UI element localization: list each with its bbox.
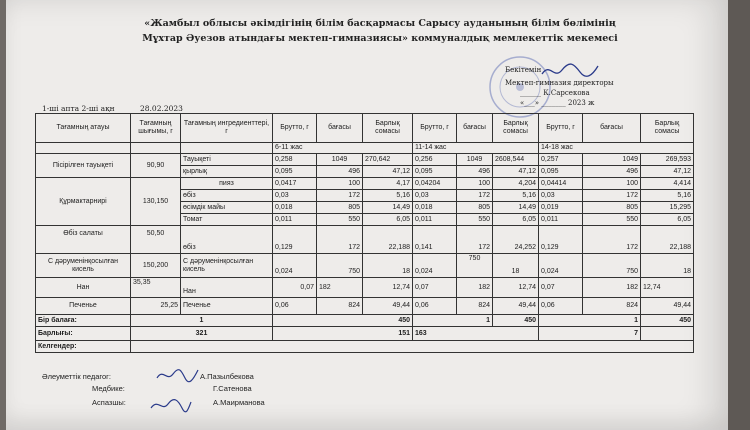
cell: 47,12 — [641, 166, 694, 178]
cell: 4,17 — [363, 178, 413, 190]
cell: 6,05 — [363, 214, 413, 226]
cell: 6,05 — [493, 214, 539, 226]
dish-yield: 50,50 — [131, 226, 181, 254]
background-edge — [728, 0, 750, 430]
header-cell: Барлық сомасы — [641, 114, 694, 143]
ingredient: Томат — [181, 214, 273, 226]
approval-line-1: Бекітемін — [505, 66, 542, 74]
cell: 172 — [457, 226, 493, 254]
cook-name: А.Маирманова — [213, 398, 265, 407]
cook-signature — [148, 394, 193, 416]
cell: 550 — [583, 214, 641, 226]
header-cell: бағасы — [317, 114, 363, 143]
header-cell: Барлық сомасы — [493, 114, 539, 143]
cell: 182 — [317, 278, 363, 298]
cell: 824 — [583, 298, 641, 315]
cell: 0,06 — [413, 298, 457, 315]
dish-name: Өбіз салаты — [36, 226, 131, 254]
cell: 22,188 — [363, 226, 413, 254]
cell: 24,252 — [493, 226, 539, 254]
cell: 4,204 — [493, 178, 539, 190]
cell: 12,74 — [641, 278, 694, 298]
cell: 0,011 — [413, 214, 457, 226]
cell: 4,414 — [641, 178, 694, 190]
header-cell: Тағамның шығымы, г — [131, 114, 181, 143]
table-row — [36, 298, 694, 315]
dish-name: Пісірілген тауықеті — [36, 154, 131, 178]
cell: 824 — [457, 298, 493, 315]
approval-line-3: ______ К.Сарсекова — [520, 89, 590, 97]
cell: 824 — [317, 298, 363, 315]
header-cell: Брутто, г — [413, 114, 457, 143]
cell: 0,019 — [539, 202, 583, 214]
cook-role: Аспазшы: — [92, 398, 126, 407]
cell: 0,03 — [539, 190, 583, 202]
header-cell: Тағамның ингредиенттері, г — [181, 114, 273, 143]
header-cell: бағасы — [583, 114, 641, 143]
cell: 100 — [317, 178, 363, 190]
cell: 0,024 — [539, 254, 583, 278]
cell: 100 — [457, 178, 493, 190]
summary-value: 450 — [493, 315, 539, 327]
summary-value: 1 — [413, 315, 493, 327]
cell: 0,06 — [539, 298, 583, 315]
cell: 0,04204 — [413, 178, 457, 190]
ingredient: Печенье — [181, 298, 273, 315]
table-header-row — [36, 114, 694, 143]
cell: 47,12 — [363, 166, 413, 178]
ingredient: Тауықеті — [181, 154, 273, 166]
cell: 805 — [583, 202, 641, 214]
age-group-6-11: 6-11 жас — [273, 143, 413, 154]
ingredient: С дәруменінқосылған кисель — [181, 254, 273, 278]
table-row — [36, 154, 694, 166]
summary-label: Келгендер: — [36, 341, 131, 353]
cell: 0,03 — [273, 190, 317, 202]
cell: 0,095 — [273, 166, 317, 178]
cell: 0,095 — [413, 166, 457, 178]
cell: 47,12 — [493, 166, 539, 178]
age-group-row — [36, 143, 694, 154]
cell: 0,024 — [273, 254, 317, 278]
cell: 12,74 — [493, 278, 539, 298]
ingredient: пияз — [181, 178, 273, 190]
cell: 172 — [317, 226, 363, 254]
cell: 172 — [583, 226, 641, 254]
cell: 750 — [583, 254, 641, 278]
cell: 18 — [363, 254, 413, 278]
approval-line-4: «___» _______ 2023 ж — [520, 99, 595, 107]
summary-value: 1 — [131, 315, 273, 327]
cell: 0,03 — [413, 190, 457, 202]
age-group-14-18: 14-18 жас — [539, 143, 694, 154]
nurse-role: Медбике: — [92, 384, 125, 393]
cell: 0,07 — [413, 278, 457, 298]
cell: 750 — [317, 254, 363, 278]
dish-yield: 150,200 — [131, 254, 181, 278]
cell: 0,0417 — [273, 178, 317, 190]
attended-row — [36, 341, 694, 353]
cell: 0,07 — [273, 278, 317, 298]
summary-label: Бір балаға: — [36, 315, 131, 327]
menu-table — [35, 113, 694, 353]
total-row — [36, 327, 694, 341]
cell: 49,44 — [363, 298, 413, 315]
table-row — [36, 226, 694, 254]
cell: 5,16 — [641, 190, 694, 202]
summary-value: 163 — [413, 327, 539, 341]
summary-value: 151 — [273, 327, 413, 341]
cell: 550 — [457, 214, 493, 226]
cell: 0,256 — [413, 154, 457, 166]
cell: 496 — [317, 166, 363, 178]
header-line-2: Мұхтар Әуезов атындағы мектеп-гимназиясы» коммуналдық мемлекеттік мекемесі — [142, 33, 618, 44]
dish-name: Нан — [36, 278, 131, 298]
summary-value: 450 — [273, 315, 413, 327]
cell: 0,04414 — [539, 178, 583, 190]
cell: 0,024 — [413, 254, 457, 278]
cell: 805 — [317, 202, 363, 214]
cell: 5,16 — [493, 190, 539, 202]
cell: 22,188 — [641, 226, 694, 254]
cell: 49,44 — [493, 298, 539, 315]
cell: 0,141 — [413, 226, 457, 254]
menu-date: 28.02.2023 — [140, 104, 183, 113]
cell: 172 — [457, 190, 493, 202]
cell: 18 — [493, 254, 539, 278]
dish-name: Құрмактарнирі — [36, 178, 131, 226]
per-child-row — [36, 315, 694, 327]
dish-name: С дәруменінқосылған кисель — [36, 254, 131, 278]
table-row — [36, 278, 694, 298]
cell: 0,011 — [273, 214, 317, 226]
summary-value: 450 — [641, 315, 694, 327]
cell: 0,129 — [539, 226, 583, 254]
teacher-role: Әлеуметтік педагог: — [42, 372, 111, 381]
dish-yield: 90,90 — [131, 154, 181, 178]
cell: 1049 — [457, 154, 493, 166]
cell: 100 — [583, 178, 641, 190]
cell: 750 — [457, 254, 493, 278]
header-cell: Тағамның атауы — [36, 114, 131, 143]
summary-value: 7 — [539, 327, 641, 341]
approval-line-2: Мектеп-гимназия директоры — [505, 79, 614, 87]
dish-name: Печенье — [36, 298, 131, 315]
age-group-11-14: 11-14 жас — [413, 143, 539, 154]
dish-yield: 130,150 — [131, 178, 181, 226]
summary-label: Барлығы: — [36, 327, 131, 341]
cell: 0,129 — [273, 226, 317, 254]
header-cell: Барлық сомасы — [363, 114, 413, 143]
cell: 270,642 — [363, 154, 413, 166]
table-row — [36, 178, 694, 190]
cell: 496 — [583, 166, 641, 178]
cell: 182 — [457, 278, 493, 298]
ingredient: қырлық — [181, 166, 273, 178]
cell: 805 — [457, 202, 493, 214]
header-cell: Брутто, г — [273, 114, 317, 143]
cell: 550 — [317, 214, 363, 226]
cell: 0,018 — [413, 202, 457, 214]
dish-yield: 25,25 — [131, 298, 181, 315]
cell: 269,593 — [641, 154, 694, 166]
day-label: 1-ші апта 2-ші ақн — [42, 104, 115, 113]
cell: 1049 — [583, 154, 641, 166]
ingredient: өбіз — [181, 190, 273, 202]
cell: 0,018 — [273, 202, 317, 214]
ingredient: өсімдік майы — [181, 202, 273, 214]
cell: 2608,544 — [493, 154, 539, 166]
cell: 0,258 — [273, 154, 317, 166]
teacher-name: А.Пазылбекова — [200, 372, 254, 381]
cell: 6,05 — [641, 214, 694, 226]
cell: 15,295 — [641, 202, 694, 214]
cell: 0,257 — [539, 154, 583, 166]
cell: 14,49 — [493, 202, 539, 214]
cell: 496 — [457, 166, 493, 178]
cell: 172 — [317, 190, 363, 202]
cell: 0,07 — [539, 278, 583, 298]
ingredient: Нан — [181, 278, 273, 298]
header-line-1: «Жамбыл облысы әкімдігінің білім басқармасы Сарысу ауданының білім бөлімінің — [144, 18, 616, 29]
cell: 12,74 — [363, 278, 413, 298]
summary-value: 1 — [539, 315, 641, 327]
cell: 49,44 — [641, 298, 694, 315]
header-cell: бағасы — [457, 114, 493, 143]
cell: 1049 — [317, 154, 363, 166]
cell: 5,16 — [363, 190, 413, 202]
cell: 0,06 — [273, 298, 317, 315]
teacher-signature — [155, 366, 200, 384]
cell: 0,011 — [539, 214, 583, 226]
table-row — [36, 254, 694, 278]
cell: 18 — [641, 254, 694, 278]
nurse-name: Г.Сатенова — [213, 384, 252, 393]
summary-value: 321 — [131, 327, 273, 341]
ingredient: өбіз — [181, 226, 273, 254]
header-cell: Брутто, г — [539, 114, 583, 143]
dish-yield: 35,35 — [131, 278, 181, 298]
cell: 182 — [583, 278, 641, 298]
cell: 14,49 — [363, 202, 413, 214]
cell: 0,095 — [539, 166, 583, 178]
cell: 172 — [583, 190, 641, 202]
